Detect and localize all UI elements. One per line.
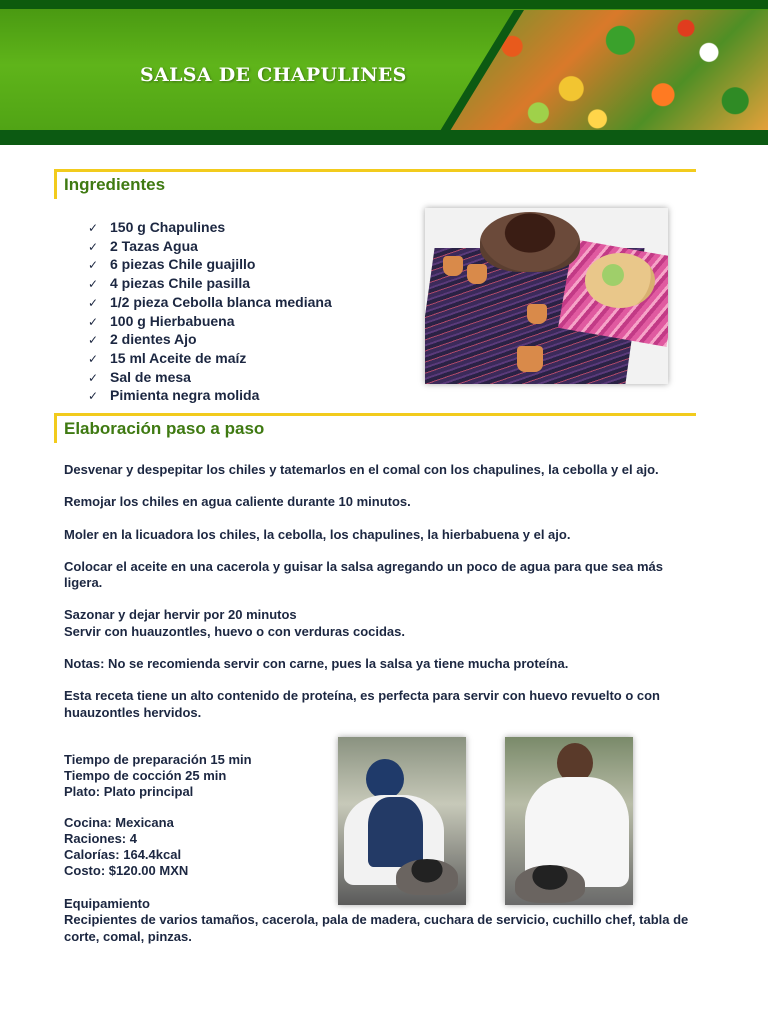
check-icon: ✓ (88, 351, 99, 366)
heading-rule (54, 169, 696, 172)
equipment-text: Recipientes de varios tamaños, cacerola, pala de madera, cuchara de servicio, cuchillo chef, tabla de corte, comal, pinzas. (64, 912, 689, 944)
ingredient-text: 1/2 pieza Cebolla blanca mediana (110, 293, 332, 310)
list-item (88, 256, 332, 275)
step-paragraph: Servir con huauzontles, huevo o con verduras cocidas. (64, 623, 405, 639)
cook-apron (368, 797, 423, 867)
cook-cap (366, 759, 404, 799)
check-icon: ✓ (88, 295, 99, 310)
check-icon: ✓ (88, 221, 99, 235)
ingredient-text: 100 g Hierbabuena (110, 312, 235, 329)
step-paragraph: Moler en la licuadora los chiles, la cebolla, los chapulines, la hierbabuena y el ajo. (64, 526, 571, 542)
step-paragraph: Remojar los chiles en agua caliente durante 10 minutos. (64, 494, 411, 510)
equipment-heading: Equipamiento (64, 896, 150, 911)
ingredient-text: 2 dientes Ajo (110, 331, 197, 348)
clay-cup (443, 256, 463, 276)
check-icon: ✓ (88, 389, 99, 404)
list-item (88, 331, 332, 350)
recipe-info (64, 752, 334, 879)
heading-rule (54, 413, 696, 416)
step-paragraph: Desvenar y despepitar los chiles y tatemarlos en el comal con los chapulines, la cebolla y el ajo. (64, 462, 659, 477)
list-item (88, 294, 332, 313)
ingredients-list (88, 219, 332, 406)
ingredient-text: 150 g Chapulines (110, 219, 226, 235)
list-item (88, 313, 332, 332)
list-item (88, 350, 332, 369)
step-paragraph: Colocar el aceite en una cacerola y guisar la salsa agregando un poco de agua para que sea más ligera. (64, 558, 663, 591)
ingredient-text: 2 Tazas Agua (110, 237, 198, 254)
clay-cup (467, 264, 487, 284)
header-bottom-band (0, 130, 768, 145)
ingredient-text: Pimienta negra molida (110, 387, 260, 404)
heading-side-rule (54, 413, 57, 443)
check-icon: ✓ (88, 314, 99, 329)
cook-photo-right (505, 737, 633, 905)
check-icon: ✓ (88, 239, 99, 254)
salsa-dish-photo (425, 208, 668, 384)
recipe-title: SALSA DE CHAPULINES (140, 64, 407, 86)
list-item (88, 369, 332, 388)
ingredient-text: 4 piezas Chile pasilla (110, 275, 251, 292)
prep-time: Tiempo de preparación 15 min (64, 752, 252, 767)
ingredient-text: Sal de mesa (110, 368, 191, 385)
list-item (88, 387, 332, 406)
steps-text (64, 462, 700, 737)
list-item (88, 219, 332, 238)
check-icon: ✓ (88, 277, 99, 292)
notes-paragraph: Notas: No se recomienda servir con carne, pues la salsa ya tiene mucha proteína. (64, 656, 569, 672)
ingredient-text: 15 ml Aceite de maíz (110, 349, 247, 366)
steps-heading: Elaboración paso a paso (64, 419, 265, 438)
molcajete-bowl (480, 212, 580, 272)
protein-paragraph: Esta receta tiene un alto contenido de proteína, es perfecta para servir con huevo revuelto o con huauzontles hervidos. (64, 688, 661, 720)
check-icon: ✓ (88, 370, 99, 385)
cook-photo-left (338, 737, 466, 905)
molcajete (396, 859, 458, 895)
calories: Calorías: 164.4kcal (64, 847, 182, 862)
ingredient-text: 6 piezas Chile guajillo (110, 256, 256, 273)
list-item (88, 275, 332, 294)
list-item (88, 238, 332, 257)
cuisine: Cocina: Mexicana (64, 815, 174, 830)
ingredients-heading: Ingredientes (64, 175, 166, 194)
check-icon: ✓ (88, 258, 99, 273)
servings: Raciones: 4 (64, 831, 137, 846)
clay-cup (527, 304, 547, 324)
equipment-section (64, 896, 704, 945)
cost: Costo: $120.00 MXN (64, 863, 189, 878)
cook-time: Tiempo de cocción 25 min (64, 768, 227, 783)
check-icon: ✓ (88, 333, 99, 348)
dish-type: Plato: Plato principal (64, 784, 194, 799)
clay-cup (517, 346, 543, 372)
tortilla-plate (585, 253, 655, 308)
page-header (0, 0, 768, 145)
heading-side-rule (54, 169, 57, 199)
step-paragraph: Sazonar y dejar hervir por 20 minutos (64, 607, 297, 623)
